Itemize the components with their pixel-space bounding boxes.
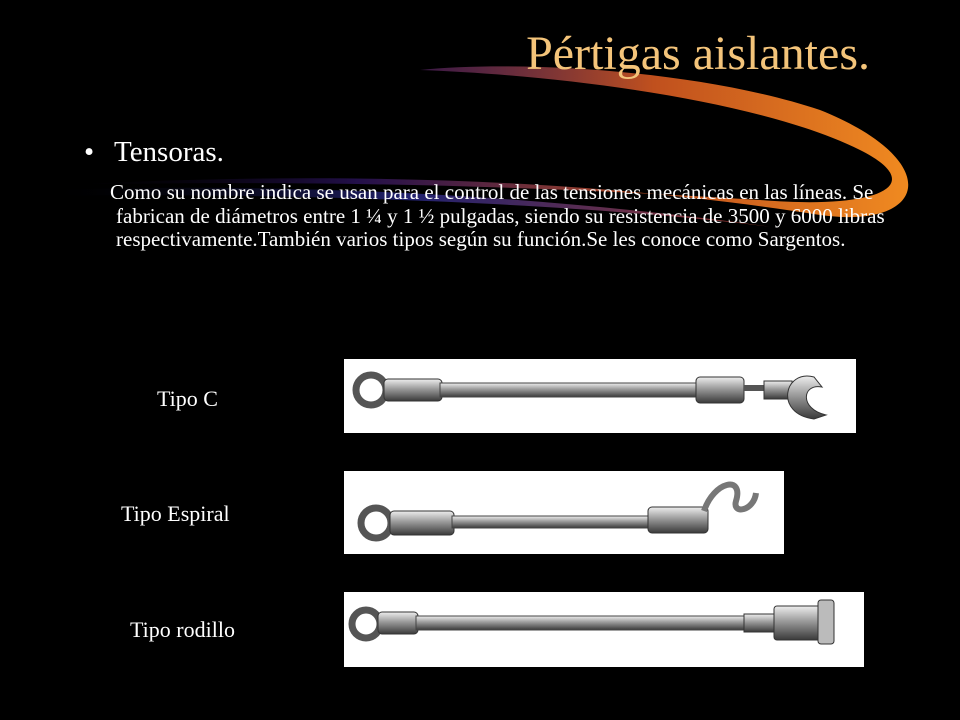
bullet-heading-text: Tensoras. bbox=[114, 136, 224, 168]
label-tipo-c: Tipo C bbox=[157, 386, 218, 411]
tool-image-tipo-rodillo bbox=[344, 592, 864, 667]
label-tipo-rodillo: Tipo rodillo bbox=[130, 617, 235, 642]
bullet-heading bbox=[84, 136, 224, 169]
tool-image-tipo-espiral bbox=[344, 471, 784, 554]
slide-title: Pértigas aislantes. bbox=[526, 27, 870, 80]
tool-image-tipo-c bbox=[344, 359, 856, 433]
body-paragraph: Como su nombre indica se usan para el control de las tensiones mecánicas en las líneas. Se fabrican de diámetros entre 1 ¼ y 1 ½ pulgadas, siendo su resistencia de 3500 y 6000 libras respectivamente.También varios tipos según su función.Se les conoce como Sargentos. bbox=[110, 180, 885, 251]
bullet-dot-icon: • bbox=[84, 136, 95, 168]
label-tipo-espiral: Tipo Espiral bbox=[121, 501, 230, 526]
